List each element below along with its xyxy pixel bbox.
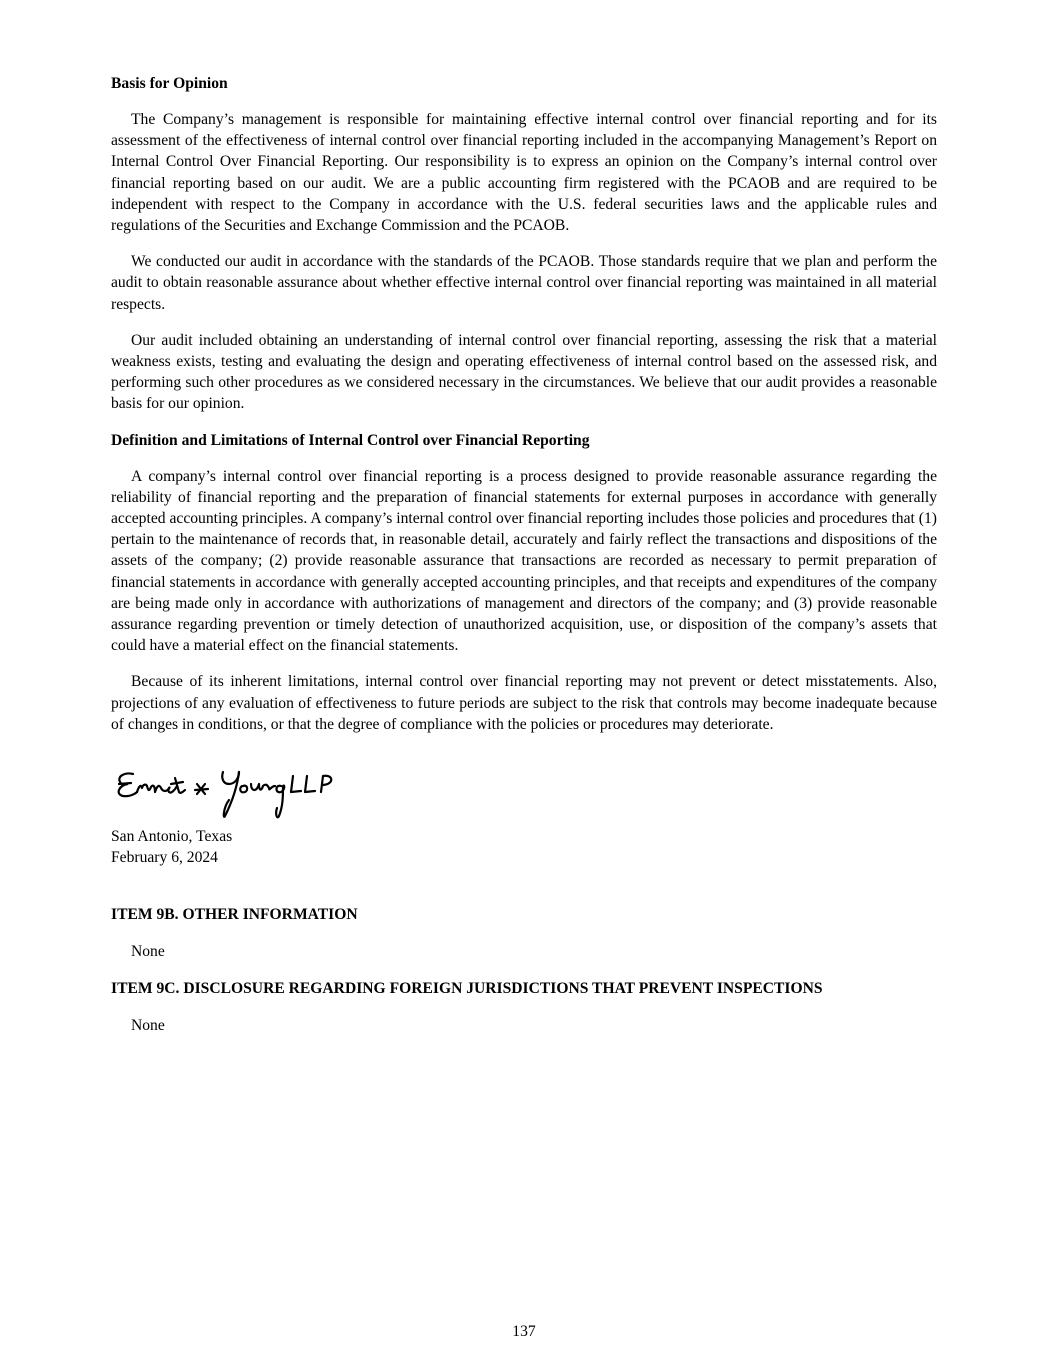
basis-heading: Basis for Opinion [111,75,228,92]
item-9c-body: None [131,1017,165,1035]
basis-paragraph: Our audit included obtaining an understanding of internal control over financial reporting, assessing the risk that a material weakness exists, testing and evaluating the design and operating effectiveness of internal control based on the assessed risk, and performing such other procedures as we considered necessary in the circumstances. We believe that our audit provides a reasonable basis for our opinion. [111,331,937,413]
basis-paragraph: We conducted our audit in accordance with the standards of the PCAOB. Those standards require that we plan and perform the audit to obtain reasonable assurance about whether effective internal control over financial reporting was maintained in all material respects. [111,253,937,313]
definition-heading: Definition and Limitations of Internal Control over Financial Reporting [111,431,590,449]
item-9b-body: None [131,943,165,961]
auditor-signature-image [111,764,351,826]
definition-paragraph: Because of its inherent limitations, internal control over financial reporting may not prevent or detect misstatements. Also, projections of any evaluation of effectiveness to future periods are subject to the risk that controls may become inadequate because of changes in conditions, or that the degree of compliance with the policies or procedures may deteriorate. [111,673,937,733]
definition-paragraph: A company’s internal control over financial reporting is a process designed to provide reasonable assurance regarding the reliability of financial reporting and the preparation of financial statements for external purposes in accordance with generally accepted accounting principles. A company’s internal control over financial reporting includes those policies and procedures that (1) pertain to the maintenance of records that, in reasonable detail, accurately and fairly reflect the transactions and dispositions of the assets of the company; (2) provide reasonable assurance that transactions are recorded as necessary to permit preparation of financial statements in accordance with generally accepted accounting principles, and that receipts and expenditures of the company are being made only in accordance with authorizations of management and directors of the company; and (3) provide reasonable assurance regarding prevention or timely detection of unauthorized acquisition, use, or disposition of the company’s assets that could have a material effect on the financial statements. [111,467,937,655]
document-page [111,73,937,1052]
signature-city: San Antonio, Texas [111,828,233,846]
page-number: 137 [512,1323,536,1340]
item-9b-heading: ITEM 9B. OTHER INFORMATION [111,906,358,924]
basis-paragraph: The Company’s management is responsible for maintaining effective internal control over financial reporting and for its assessment of the effectiveness of internal control over financial reporting included in the accompanying Management’s Report on Internal Control Over Financial Reporting. Our responsibility is to express an opinion on the Company’s internal control over financial reporting based on our audit. We are a public accounting firm registered with the PCAOB and are required to be independent with respect to the Company in accordance with the U.S. federal securities laws and the applicable rules and regulations of the Securities and Exchange Commission and the PCAOB. [111,111,937,235]
signature-date: February 6, 2024 [111,849,218,867]
item-9c-heading: ITEM 9C. DISCLOSURE REGARDING FOREIGN JURISDICTIONS THAT PREVENT INSPECTIONS [111,980,823,998]
